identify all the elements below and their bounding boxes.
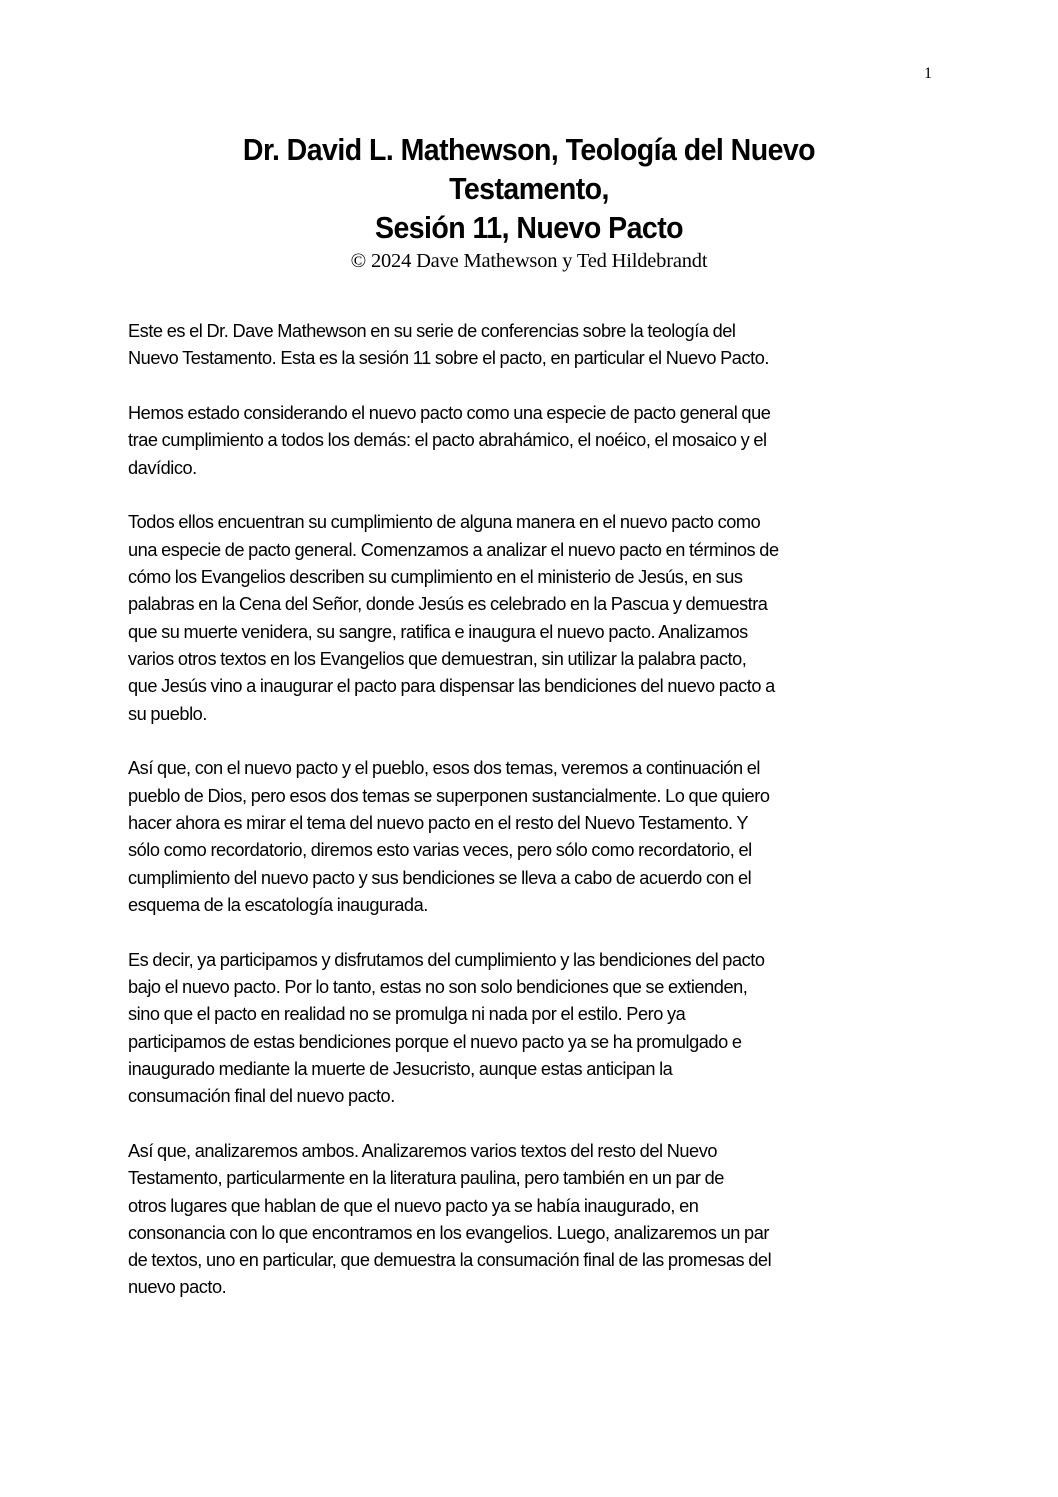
text-line: davídico. [128, 457, 197, 478]
text-line: hacer ahora es mirar el tema del nuevo pacto en el resto del Nuevo Testamento. Y [128, 812, 749, 833]
page-number: 1 [924, 65, 932, 82]
text-line: bajo el nuevo pacto. Por lo tanto, estas no son solo bendiciones que se extienden, [128, 976, 748, 997]
document-body [128, 318, 938, 1329]
copyright-notice: © 2024 Dave Mathewson y Ted Hildebrandt [350, 250, 708, 272]
text-line: sólo como recordatorio, diremos esto varias veces, pero sólo como recordatorio, el [128, 840, 752, 861]
text-line: pueblo de Dios, pero esos dos temas se superponen sustancialmente. Lo que quiero [128, 785, 770, 806]
paragraph [128, 400, 938, 482]
text-line: que Jesús vino a inaugurar el pacto para dispensar las bendiciones del nuevo pacto a [128, 676, 775, 697]
text-line: Nuevo Testamento. Esta es la sesión 11 sobre el pacto, en particular el Nuevo Pacto. [128, 348, 769, 369]
document-subtitle: Sesión 11, Nuevo Pacto [374, 210, 684, 245]
text-line: Hemos estado considerando el nuevo pacto como una especie de pacto general que [128, 403, 771, 424]
text-line: trae cumplimiento a todos los demás: el pacto abrahámico, el noéico, el mosaico y el [128, 430, 767, 451]
text-line: consumación final del nuevo pacto. [128, 1086, 395, 1107]
text-line: que su muerte venidera, su sangre, ratifica e inaugura el nuevo pacto. Analizamos [128, 621, 748, 642]
text-line: palabras en la Cena del Señor, donde Jesús es celebrado en la Pascua y demuestra [128, 594, 768, 615]
text-line: consonancia con lo que encontramos en los evangelios. Luego, analizaremos un par [128, 1222, 769, 1243]
text-line: de textos, uno en particular, que demuestra la consumación final de las promesas del [128, 1250, 772, 1271]
document-title-line: Dr. David L. Mathewson, Teología del Nuevo [242, 132, 816, 167]
text-line: sino que el pacto en realidad no se promulga ni nada por el estilo. Pero ya [128, 1004, 686, 1025]
text-line: esquema de la escatología inaugurada. [128, 894, 428, 915]
paragraph [128, 947, 938, 1111]
text-line: Este es el Dr. Dave Mathewson en su serie de conferencias sobre la teología del [128, 321, 736, 341]
text-line: otros lugares que hablan de que el nuevo pacto ya se había inaugurado, en [128, 1195, 699, 1216]
text-line: Testamento, particularmente en la literatura paulina, pero también en un par de [128, 1168, 724, 1189]
paragraph [128, 509, 938, 727]
text-line: su pueblo. [128, 703, 207, 724]
text-line: inaugurado mediante la muerte de Jesucristo, aunque estas anticipan la [128, 1058, 673, 1079]
text-line: Todos ellos encuentran su cumplimiento de alguna manera en el nuevo pacto como [128, 512, 761, 533]
document-header [128, 130, 930, 273]
text-line: participamos de estas bendiciones porque el nuevo pacto ya se ha promulgado e [128, 1031, 742, 1052]
paragraph [128, 755, 938, 919]
text-line: Así que, con el nuevo pacto y el pueblo, esos dos temas, veremos a continuación el [128, 758, 760, 779]
text-line: cómo los Evangelios describen su cumplimiento en el ministerio de Jesús, en sus [128, 567, 743, 588]
text-line: una especie de pacto general. Comenzamos a analizar el nuevo pacto en términos de [128, 539, 779, 560]
text-line: Es decir, ya participamos y disfrutamos del cumplimiento y las bendiciones del pacto [128, 949, 765, 970]
text-line: cumplimiento del nuevo pacto y sus bendiciones se lleva a cabo de acuerdo con el [128, 867, 752, 888]
document-title-line: Testamento, [449, 171, 609, 206]
text-line: nuevo pacto. [128, 1277, 227, 1298]
paragraph [128, 1138, 938, 1302]
paragraph [128, 318, 938, 373]
text-line: Así que, analizaremos ambos. Analizaremos varios textos del resto del Nuevo [128, 1140, 718, 1161]
text-line: varios otros textos en los Evangelios que demuestran, sin utilizar la palabra pacto, [128, 648, 747, 669]
